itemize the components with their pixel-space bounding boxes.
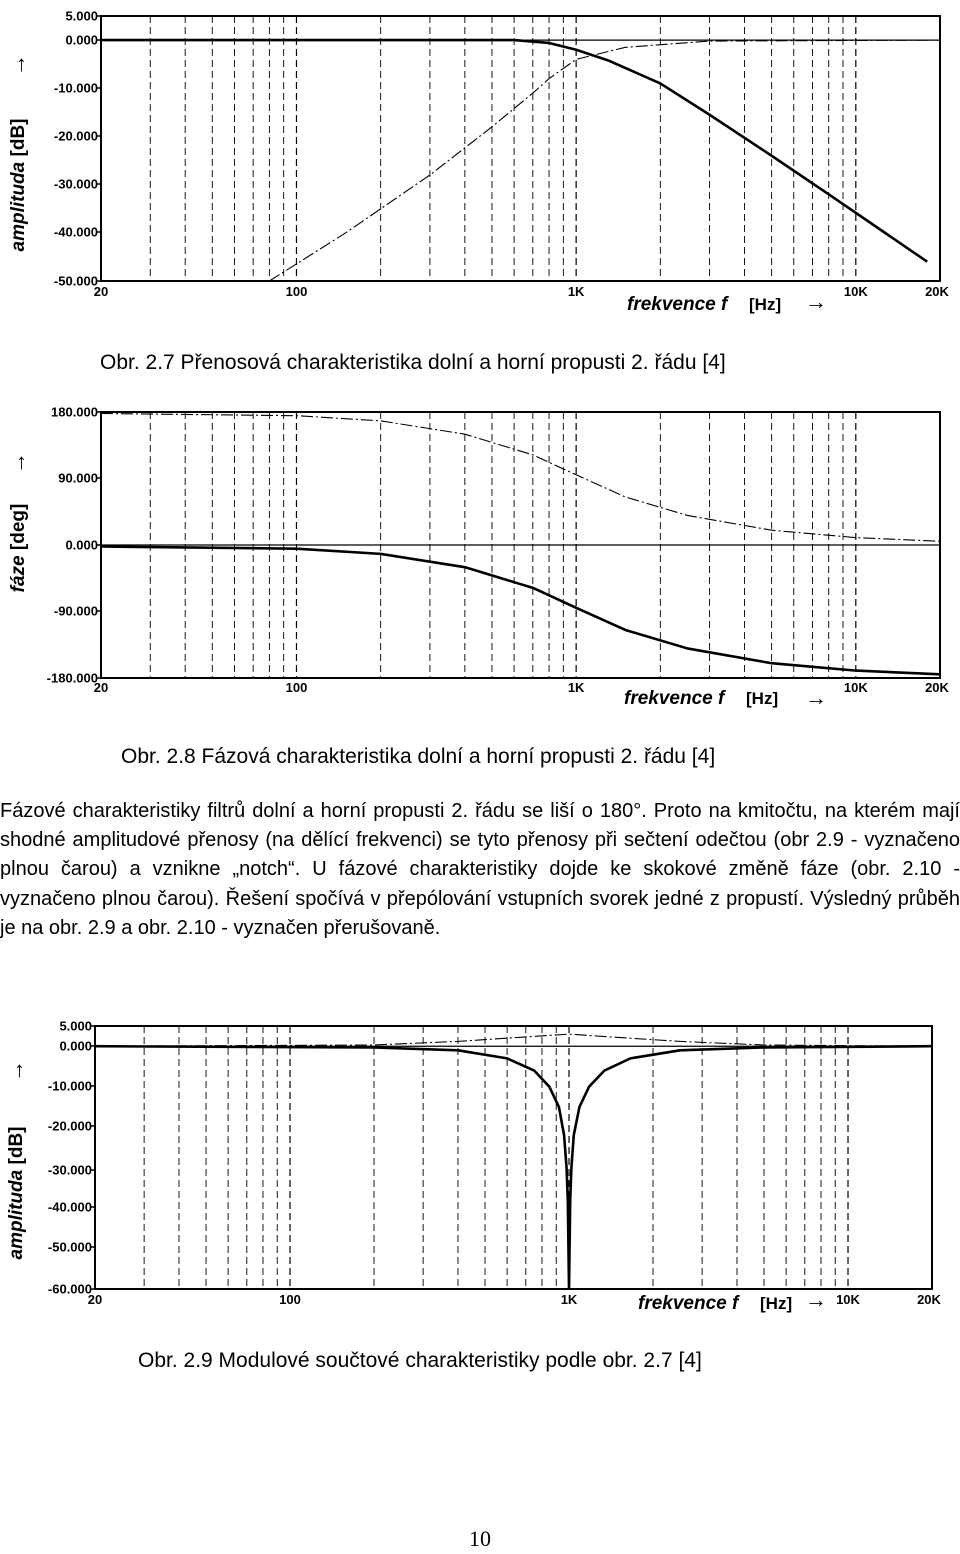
series-solid-line [95,1046,932,1289]
y-axis-label-text: amplituda [6,1164,27,1260]
x-axis-label: frekvence f [624,688,725,709]
x-tick-label: 100 [279,1292,301,1307]
y-tick-label: -20.000 [53,128,98,144]
y-axis-label [8,504,29,593]
y-tick-label: 180.000 [51,404,98,420]
y-tick-label: -10.000 [53,80,98,96]
x-tick-label: 20K [917,1292,941,1307]
x-axis-unit: [Hz] [760,1294,793,1313]
y-axis-unit: [dB] [6,1126,27,1165]
x-tick-label: 20 [93,680,109,695]
series-solid-line [101,546,940,674]
y-axis-label-group [6,1127,27,1260]
y-axis-arrow: → [5,452,30,474]
y-tick-label: -30.000 [47,1162,92,1178]
x-tick-label: 10K [836,1292,860,1307]
y-axis-label-text: fáze [8,550,29,593]
y-axis-arrow: → [3,1060,28,1082]
x-axis-arrow: → [805,289,827,314]
y-tick-label: -40.000 [53,224,98,240]
x-tick-label: 10K [843,284,868,299]
y-tick-label: 5.000 [59,1018,92,1034]
x-tick-label: 1K [567,284,585,299]
y-tick-label: -50.000 [47,1239,92,1255]
x-tick-label: 100 [285,680,308,695]
y-tick-label: 0.000 [65,537,98,553]
y-axis-arrow: → [5,54,30,76]
y-axis-label-group [8,504,29,593]
y-tick-label: -10.000 [47,1078,92,1094]
grid [150,16,856,281]
figure-caption-2-8: Obr. 2.8 Fázová charakteristika dolní a horní propusti 2. řádu [4] [121,745,716,768]
y-tick-label: 0.000 [65,32,98,48]
x-tick-label: 20 [87,1292,103,1307]
page-number: 10 [469,1526,491,1551]
body-paragraph: Fázové charakteristiky filtrů dolní a horní propusti 2. řádu se liší o 180°. Proto na kmitočtu, na kterém mají shodné amplitudové přenosy (na dělící frekvenci) se tyto přenosy při sečtení odečtou (obr 2.9 - vyznačeno plnou čarou) a vznikne „notch“. U fázové charakteristiky dojde ke skokové změně fáze (obr. 2.10 - vyznačeno plnou čarou). Řešení spočívá v přepólování vstupních svorek jedné z propustí. Výsledný průběh je na obr. 2.9 a obr. 2.10 - vyznačen přerušovaně. [0,800,960,939]
x-tick-label: 1K [560,1292,578,1307]
plot-frame [101,16,940,281]
series-dashed-line [95,1034,932,1046]
y-tick-label: 5.000 [65,8,98,24]
figure-caption-2-7: Obr. 2.7 Přenosová charakteristika dolní a horní propusti 2. řádu [4] [100,351,726,374]
x-axis-unit: [Hz] [749,295,782,314]
x-tick-label: 20K [925,284,949,299]
amplitude-chart [0,0,960,320]
x-axis-arrow: → [805,1287,827,1312]
y-tick-label: 90.000 [58,470,98,486]
y-tick-label: -60.000 [47,1281,92,1297]
y-tick-label: -50.000 [53,273,98,289]
grid [144,1026,848,1289]
series-dashed-line [269,40,940,281]
x-tick-label: 10K [843,680,868,695]
plot-frame [95,1026,932,1289]
sum-amplitude-chart [0,1008,960,1320]
y-tick-label: 0.000 [59,1038,92,1054]
x-tick-label: 20 [93,284,109,299]
y-axis-unit: [deg] [8,503,29,551]
y-tick-label: -180.000 [46,670,98,686]
y-tick-label: -20.000 [47,1118,92,1134]
x-tick-label: 1K [567,680,585,695]
y-tick-label: -30.000 [53,176,98,192]
y-axis-label-group [8,119,29,252]
y-tick-label: -90.000 [53,603,98,619]
phase-chart [0,398,960,716]
series-dashed-line [101,413,940,541]
figure-caption-2-9: Obr. 2.9 Modulové součtové charakteristiky podle obr. 2.7 [4] [138,1349,702,1372]
x-axis-label: frekvence f [638,1293,739,1314]
x-axis-arrow: → [805,685,827,710]
x-tick-label: 100 [285,284,308,299]
y-axis-label [6,1127,27,1260]
y-tick-label: -40.000 [47,1199,92,1215]
y-axis-label [8,119,29,252]
x-axis-unit: [Hz] [746,689,779,708]
y-axis-label-text: amplituda [8,156,29,252]
x-axis-label: frekvence f [627,294,728,315]
x-tick-label: 20K [925,680,949,695]
y-axis-unit: [dB] [8,118,29,157]
